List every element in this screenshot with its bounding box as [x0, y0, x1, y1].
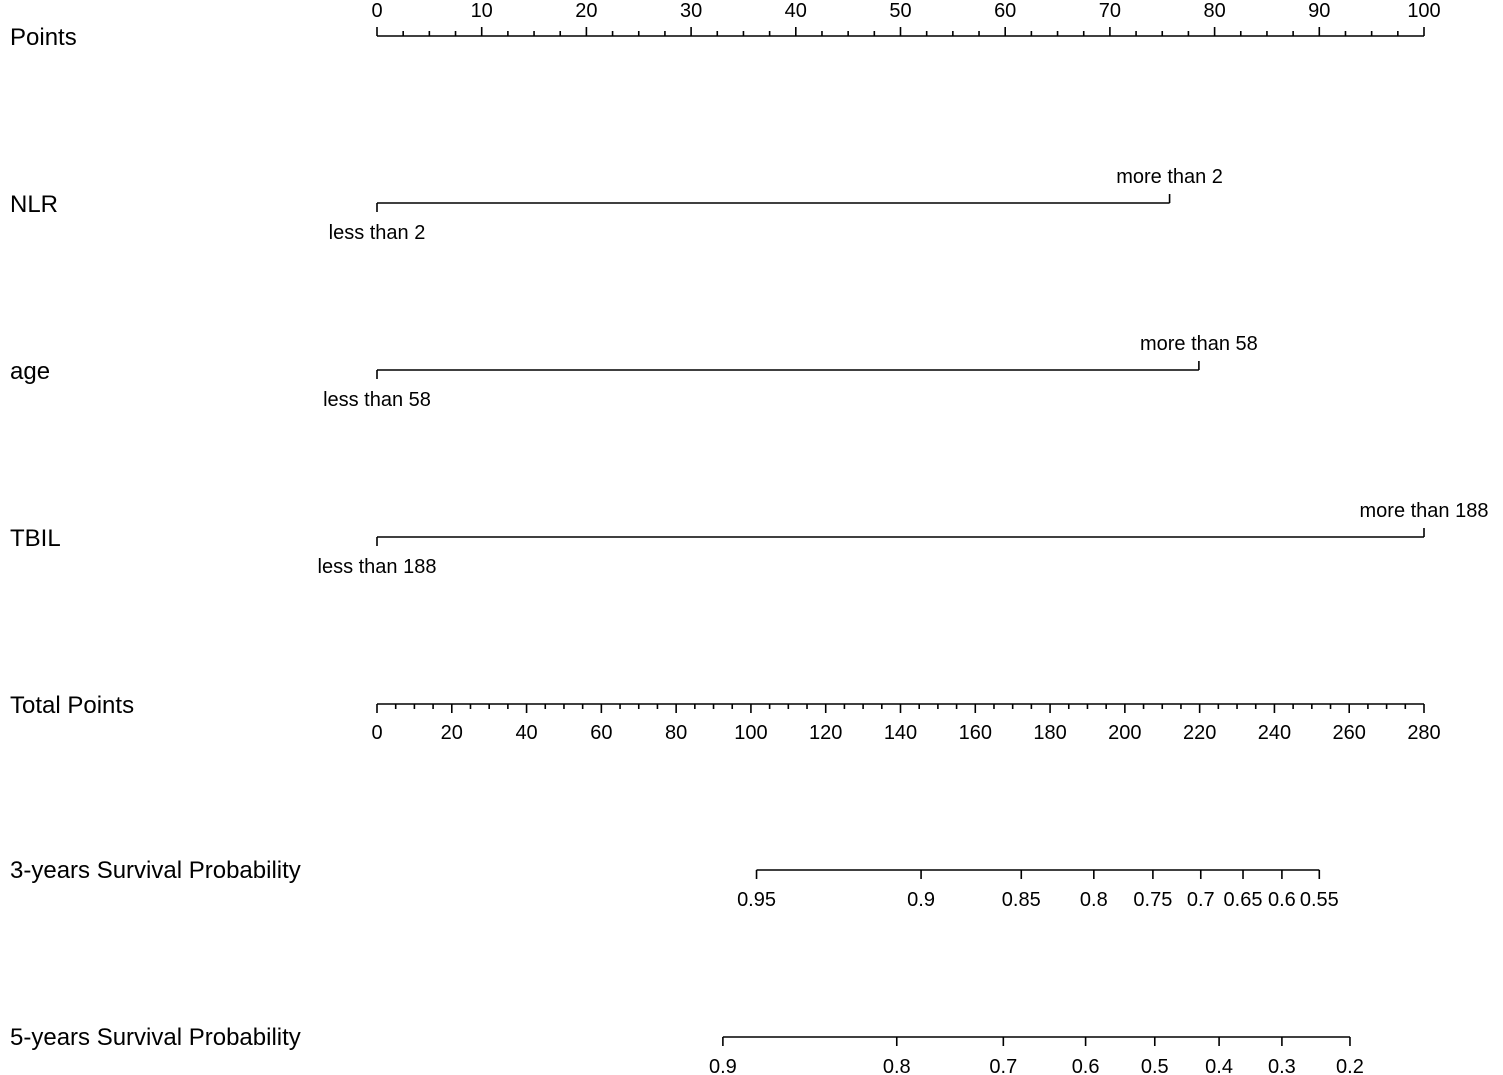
level-label: less than 188 [317, 556, 437, 578]
total-tick-label: 0 [371, 722, 383, 744]
probability-tick-label: 0.7 [989, 1056, 1018, 1075]
points-tick-label: 0 [371, 0, 383, 22]
probability-tick-label: 0.5 [1140, 1056, 1169, 1075]
probability-tick-label: 0.2 [1336, 1056, 1364, 1075]
total-tick-label: 180 [1033, 722, 1067, 744]
total-tick-label: 20 [440, 722, 463, 744]
points-axis-label: Points [10, 24, 77, 51]
points-tick-label: 20 [575, 0, 598, 22]
probability-tick-label: 0.6 [1268, 889, 1296, 911]
points-tick-label: 100 [1407, 0, 1441, 22]
points-tick-label: 50 [889, 0, 912, 22]
total-tick-label: 100 [734, 722, 768, 744]
probability-tick-label: 0.65 [1223, 889, 1263, 911]
variable-label-tbil: TBIL [10, 525, 61, 552]
points-tick-label: 90 [1308, 0, 1331, 22]
probability-tick-label: 0.9 [708, 1056, 737, 1075]
points-tick-label: 10 [470, 0, 493, 22]
probability-tick-label: 0.9 [907, 889, 935, 911]
level-label: more than 58 [1139, 333, 1258, 355]
level-label: less than 2 [328, 222, 426, 244]
total-tick-label: 140 [883, 722, 918, 744]
total-tick-label: 280 [1407, 722, 1441, 744]
probability-tick-label: 0.8 [1079, 889, 1108, 911]
probability-tick-label: 0.7 [1186, 889, 1215, 911]
level-label: more than 188 [1359, 500, 1489, 522]
total-tick-label: 40 [515, 722, 538, 744]
probability-tick-label: 0.55 [1299, 889, 1339, 911]
points-tick-label: 80 [1203, 0, 1226, 22]
probability-tick-label: 0.4 [1205, 1056, 1233, 1075]
probability-tick-label: 0.95 [737, 889, 777, 911]
probability-axis-label: 5-years Survival Probability [10, 1024, 301, 1051]
level-label: more than 2 [1116, 166, 1223, 188]
probability-tick-label: 0.6 [1071, 1056, 1100, 1075]
variable-label-age: age [10, 358, 51, 385]
level-label: less than 58 [323, 389, 431, 411]
total-tick-label: 60 [590, 722, 613, 744]
probability-tick-label: 0.3 [1268, 1056, 1296, 1075]
variable-label-nlr: NLR [10, 191, 59, 218]
total-tick-label: 160 [958, 722, 992, 744]
probability-tick-label: 0.85 [1001, 889, 1041, 911]
probability-axis-label: 3-years Survival Probability [10, 857, 301, 884]
total-tick-label: 80 [665, 722, 688, 744]
points-tick-label: 60 [994, 0, 1017, 22]
total-tick-label: 200 [1108, 722, 1142, 744]
total-tick-label: 260 [1332, 722, 1366, 744]
total-tick-label: 240 [1257, 722, 1292, 744]
total-tick-label: 120 [809, 722, 843, 744]
points-tick-label: 30 [679, 0, 703, 22]
probability-tick-label: 0.8 [882, 1056, 911, 1075]
total-tick-label: 220 [1182, 722, 1217, 744]
total-points-axis-label: Total Points [10, 692, 135, 719]
points-tick-label: 40 [784, 0, 807, 22]
points-tick-label: 70 [1098, 0, 1122, 22]
probability-tick-label: 0.75 [1133, 889, 1173, 911]
